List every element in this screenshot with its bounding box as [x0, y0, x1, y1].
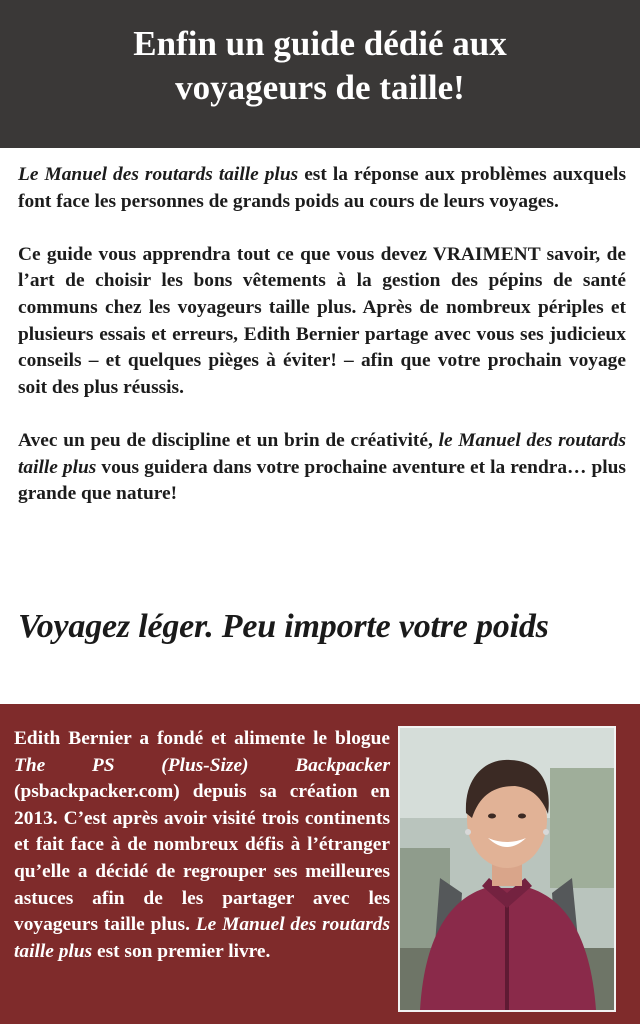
author-bio — [14, 726, 390, 965]
description-text: vous guidera dans votre prochaine aventure et la rendra… plus grande que nature! — [18, 456, 626, 505]
cover-header — [0, 0, 640, 148]
book-title-italic: Le Manuel des routards taille plus — [18, 164, 299, 185]
description-text: est la réponse aux problèmes auxquels font face les personnes de grands poids au cours de leurs voyages. — [18, 164, 626, 212]
header-line-2: voyageurs de taille! — [175, 68, 465, 107]
description-paragraph-1 — [18, 162, 626, 215]
bio-text: est son premier livre. — [92, 940, 271, 962]
tagline: Voyagez léger. Peu importe votre poids — [18, 608, 549, 645]
blog-name: The PS (Plus-Size) Backpacker — [14, 754, 390, 776]
description-text: Avec un peu de discipline et un brin de créativité, — [18, 429, 439, 451]
author-section — [0, 704, 640, 1024]
book-title-italic: le Manuel des routards taille plus — [18, 429, 627, 478]
book-title-italic: Le Manuel des routards taille plus — [14, 914, 390, 962]
author-photo — [398, 726, 616, 1012]
book-description — [18, 162, 626, 534]
description-paragraph-3 — [18, 428, 626, 508]
description-paragraph-2: Ce guide vous apprendra tout ce que vous devez VRAIMENT savoir, de l’art de choisir les bons vêtements à la gestion des pépins de santé communs chez les voyageurs taille plus. Après de nombreux périples et plusieurs essais et erreurs, Edith Bernier partage avec vous ses judicieux conseils – et quelques pièges à éviter! – afin que votre prochain voyage soit des plus réussis. — [18, 243, 626, 398]
author-portrait-illustration — [400, 728, 614, 1010]
header-line-1: Enfin un guide dédié aux — [133, 24, 507, 63]
bio-text: Edith Bernier a fondé et alimente le blogue — [14, 728, 390, 749]
bio-text: (psbackpacker.com) depuis sa création en 2013. C’est après avoir visité trois continents et fait face à de nombreux défis à l’étranger qu’elle a décidé de regrouper ses meilleures astuces afin de les partager avec les voyageurs taille plus. — [14, 781, 390, 936]
